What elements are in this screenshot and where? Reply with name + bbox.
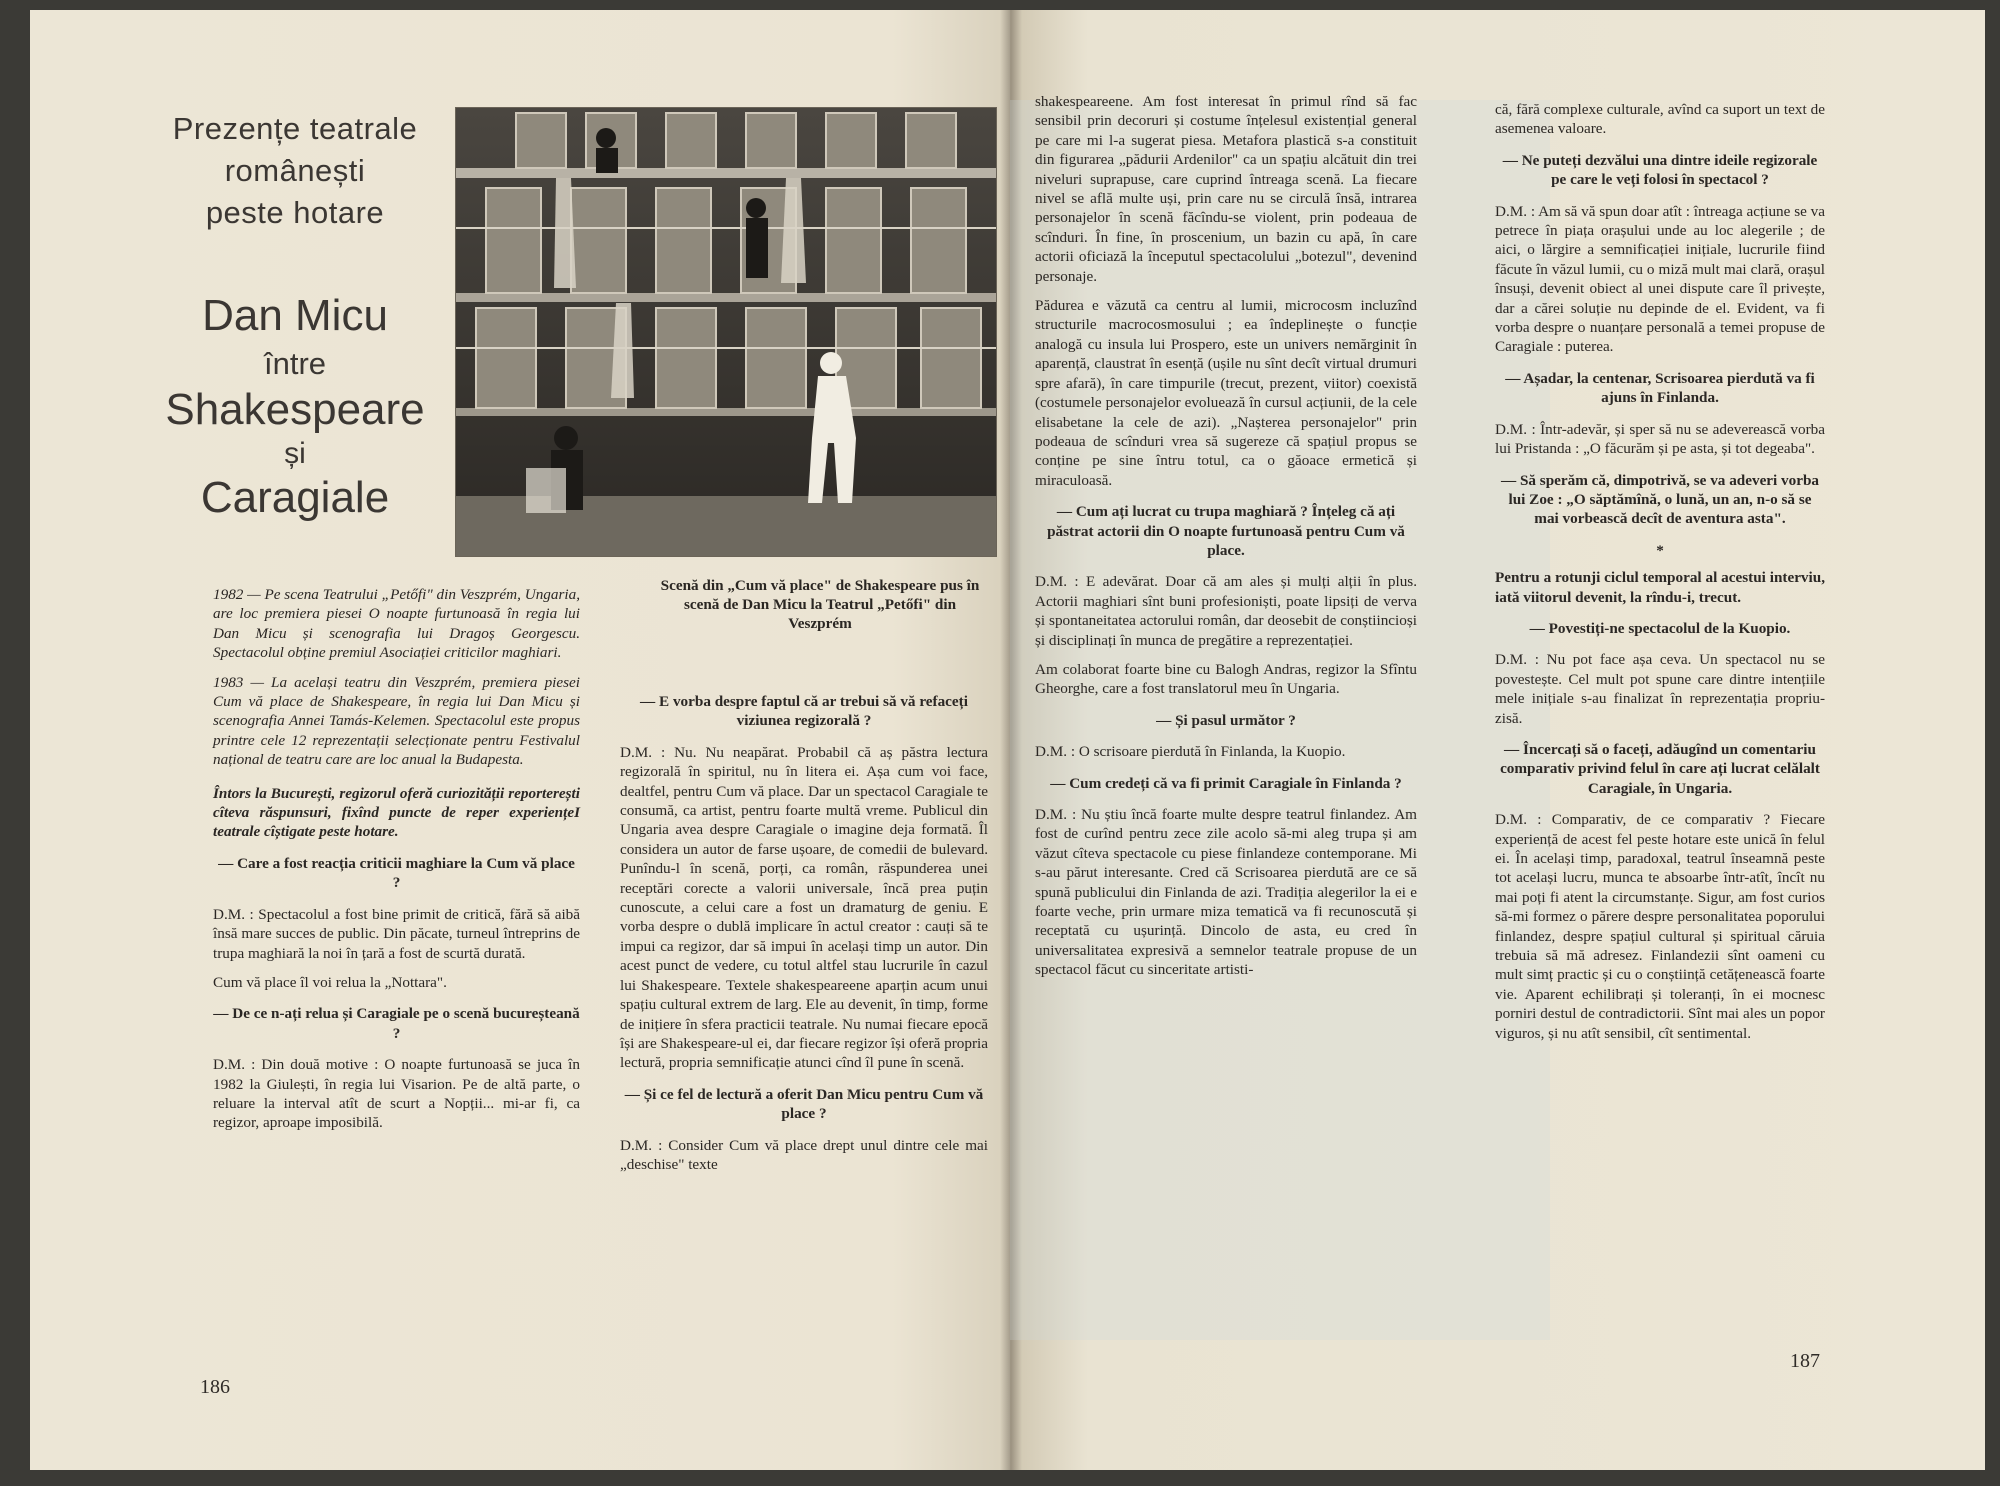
- left-column-1: [213, 585, 580, 1143]
- answer-11: D.M. : Nu pot face așa ceva. Un spectacol nu se povestește. Cel mult pot spune care dintre intențiile mele inițiale s-au finalizat în reprezentația propriu-zisă.: [1495, 651, 1825, 727]
- question-4: — Și ce fel de lectură a oferit Dan Micu pentru Cum vă place ?: [624, 1085, 984, 1123]
- closing-note: Pentru a rotunji ciclul temporal al acestui interviu, iată viitorul devenit, la rîndu-i, trecut.: [1495, 569, 1825, 606]
- stage-photo: [455, 107, 997, 557]
- question-1: — Care a fost reacția criticii maghiare la Cum vă place ?: [218, 854, 575, 892]
- left-column-2: [620, 680, 988, 1184]
- question-8: — Ne puteți dezvălui una dintre ideile regizorale pe care le veți folosi în spectacol ?: [1502, 151, 1818, 189]
- title-kicker-line-1: Prezențe teatrale: [172, 111, 418, 146]
- title-between: între: [263, 346, 327, 381]
- title-kicker-line-2: românești: [224, 153, 366, 188]
- question-7: — Cum credeți că va fi primit Caragiale în Finlanda ?: [1050, 774, 1402, 792]
- right-column-2: [1495, 100, 1825, 1053]
- answer-3: D.M. : Nu. Nu neapărat. Probabil că aș păstra lectura regizorală în spiritul, nu în litera ei. Așa cum voi face, dealtfel, pentru Cum vă place. Dar un spectacol Caragiale te consumă, ca artist, pentru foarte multă vreme. Publicul din Ungaria avea despre Caragiale o imagine deja formată. Îl considera un autor de farse ușoare, de comedii de bulevard. Punîndu-l în scenă, porți, ca român, răspunderea unei receptări corecte a valorii universale, încă prea puțin cunoscute, a celui care a fost un dramaturg de geniu. E vorba despre o dublă implicare în actul creator : cauți să te impui ca regizor, dar să impui în același timp un autor. Din acest punct de vedere, cu totul altfel stau lucrurile în cazul lui Shakespeare. Textele shakespeareene aparțin acum unui spațiu cultural extrem de larg. Ele au devenit, în timp, forme de inițiere în sfera practicii teatrale. Nu numai fiecare epocă își are Shakespeare-ul ei, dar fiecare regizor își oferă propria lectură, propria semnificație atunci cînd îl pune în scenă.: [620, 743, 988, 1072]
- question-3: — E vorba despre faptul că ar trebui să vă refaceți viziunea regizorală ?: [640, 693, 968, 730]
- right-column-1: [1035, 92, 1417, 990]
- title-caragiale: Caragiale: [200, 473, 390, 522]
- right-col2-paragraph-1: că, fără complexe culturale, avînd ca suport un text de asemenea valoare.: [1495, 101, 1825, 138]
- answer-1: D.M. : Spectacolul a fost bine primit de critică, fără să aibă însă mare succes de public. Din păcate, turneul întreprins de trupa maghiară la noi în țară a fost de scurtă durată.: [213, 905, 580, 962]
- article-title: [150, 108, 440, 524]
- answer-8: D.M. : Am să vă spun doar atît : întreaga acțiune se va petrece în piața orașului unde au loc alegerile ; de aici, o lărgire a semnificației inițiale, lucrurile fiind făcute în văzul lumii, cu o miză mult mai clară, orașul însuși, devenit obiect al unei dispute care îl privește, dar a cărei soluție nu depinde de el. Evident, va fi vorba despre o nuanțare personală a temei propuse de Caragiale : puterea.: [1495, 202, 1825, 356]
- answer-5b: Am colaborat foarte bine cu Balogh Andras, regizor la Sfîntu Gheorghe, care a fost translatorul meu în Ungaria.: [1035, 660, 1417, 698]
- answer-1b: Cum vă place îl voi relua la „Nottara".: [213, 973, 447, 991]
- answer-12: D.M. : Comparativ, de ce comparativ ? Fiecare experiență de acest fel peste hotare este unică în felul ei. În același timp, paradoxal, teatrul înseamnă peste tot același lucru, munca te absoarbe într-atît, încît nu mai poți fi atent la circumstanțe. Sigur, am fost curios să-mi formez o părere despre personalitatea poporului finlandez, despre spațiul cultural și spiritual căruia trebuia să mă adresez. Finlandezii sînt oameni cu mult simț practic și cu o conștiință cetățenească foarte vie. Aparent echilibrați și toleranți, în ei mocnesc porniri destul de contradictorii. Sînt mai ales un popor viguros, și nu atît sensibil, cît sentimental.: [1495, 811, 1825, 1042]
- answer-2: D.M. : Din două motive : O noapte furtunoasă se juca în 1982 la Giulești, în regia lui Visarion. Pe de altă parte, o reluare la interval atît de scurt a Nopții... mi-ar fi, ca regizor, aproape imposibilă.: [213, 1056, 580, 1132]
- intro-return: Întors la București, regizorul oferă curiozității reporterești cîteva răspunsuri, fixînd puncte de reper experiențeI teatrale cîștigate peste hotare.: [213, 784, 580, 841]
- title-and: și: [284, 437, 306, 470]
- answer-7: D.M. : Nu știu încă foarte multe despre teatrul finlandez. Am fost de curînd pentru zece zile acolo să-mi aleg trupa și am văzut cîteva spectacole cu piese finlandeze contemporane. Mi s-au părut interesante. Cred că Scrisoarea pierdută are ce să spună publicului din Finlanda de azi. Tradiția alegerilor la ei e foarte veche, prin urmare miza tematică va fi recunoscută și receptată cu ușurință. Dincolo de asta, eu cred în universalitatea expresivă a semnelor teatrale propuse de un spectacol făcut cu sinceritate artisti-: [1035, 806, 1417, 979]
- question-6: — Și pasul următor ?: [1156, 711, 1296, 729]
- page-number-left: 186: [200, 1376, 230, 1398]
- answer-4: D.M. : Consider Cum vă place drept unul dintre cele mai „deschise" texte: [620, 1136, 988, 1173]
- intro-1983: 1983 — La același teatru din Veszprém, premiera piesei Cum vă place de Shakespeare, în regia lui Dan Micu și scenografia Annei Tamás-Kelemen. Spectacolul este propus printre cele 12 reprezentații selecționate pentru Festivalul național de teatru care are loc anual la Budapesta.: [213, 673, 580, 769]
- title-name: Dan Micu: [202, 291, 388, 340]
- right-paragraph-1: shakespeareene. Am fost interesat în primul rînd să fac sensibil prin decoruri și costume înțelesul existențial general pe care mi l-a sugerat piesa. Metafora plastică s-a constituit din figurarea „pădurii Ardenilor" ca un spațiu alcătuit din trei niveluri suprapuse, care cuprind întreaga scenă. La fiecare nivel se află multe uși, prin care nu se circulă însă, intrarea personajelor în scenă făcîndu-se violent, prin podeaua de scînduri. În fine, în proscenium, un bazin cu apă, în care actorii oficiază la începutul spectacolului „botezul", devenind personaje.: [1035, 93, 1417, 285]
- title-shakespeare: Shakespeare: [165, 385, 425, 434]
- question-5: — Cum ați lucrat cu trupa maghiară ? Înțeleg că ați păstrat actorii din O noapte furtunoasă pentru Cum vă place.: [1047, 503, 1405, 559]
- book-gutter: [1000, 10, 1022, 1470]
- question-9: — Așadar, la centenar, Scrisoarea pierdută va fi ajuns în Finlanda.: [1505, 369, 1815, 407]
- section-star: *: [1656, 541, 1664, 559]
- photo-caption: Scenă din „Cum vă place" de Shakespeare pus în scenă de Dan Micu la Teatrul „Petőfi" din Veszprém: [660, 577, 980, 632]
- question-10: — Să sperăm că, dimpotrivă, se va adeveri vorba lui Zoe : „O săptămînă, o lună, un an, n-o să se mai vorbească decît de aventura asta".: [1500, 471, 1820, 528]
- question-2: — De ce n-ați relua și Caragiale pe o scenă bucureșteană ?: [213, 1005, 580, 1042]
- intro-1982: 1982 — Pe scena Teatrului „Petőfi" din Veszprém, Ungaria, are loc premiera piesei O noapte furtunoasă în regia lui Dan Micu și scenografia lui Dragoș Georgescu. Spectacolul obține premiul Asociației criticilor maghiari.: [213, 586, 580, 662]
- right-paragraph-2: Pădurea e văzută ca centru al lumii, microcosm incluzînd structurile macrocosmosului ; ea îndeplinește o funcție analogă cu insula lui Prospero, este un univers nemărginit în aparență, claustrat în esență (ușile nu sînt decît virtual drumuri spre afară), în care timpurile (trecut, prezent, viitor) coexistă (costumele personajelor evoluează în cursul acțiunii, de la cele elisabetane la cele de azi). „Nașterea personajelor" prin podeaua de scînduri vrea să sugereze că spațiul propus se conține pe sine întru totul, ca o găoace ermetică și miraculoasă.: [1035, 297, 1417, 489]
- title-kicker-line-3: peste hotare: [205, 195, 385, 230]
- answer-6: D.M. : O scrisoare pierdută în Finlanda, la Kuopio.: [1035, 743, 1346, 761]
- answer-9: D.M. : Într-adevăr, și sper să nu se adeverească vorba lui Pristanda : „O făcurăm și pe asta, și tot degeaba".: [1495, 420, 1825, 458]
- question-12: — Încercați să o faceți, adăugînd un comentariu comparativ privind felul în care ați lucrat celălalt Caragiale, în Ungaria.: [1500, 740, 1820, 797]
- question-11: — Povestiți-ne spectacolul de la Kuopio.: [1529, 619, 1791, 637]
- page-number-right: 187: [1790, 1350, 1820, 1372]
- answer-5: D.M. : E adevărat. Doar că am ales și mulți alții în plus. Actorii maghiari sînt buni profesioniști, poate lipsiți de verva și spontaneitatea actorului român, dar deosebit de conștiincioși și disciplinați în munca de pregătire a reprezentației.: [1035, 573, 1417, 649]
